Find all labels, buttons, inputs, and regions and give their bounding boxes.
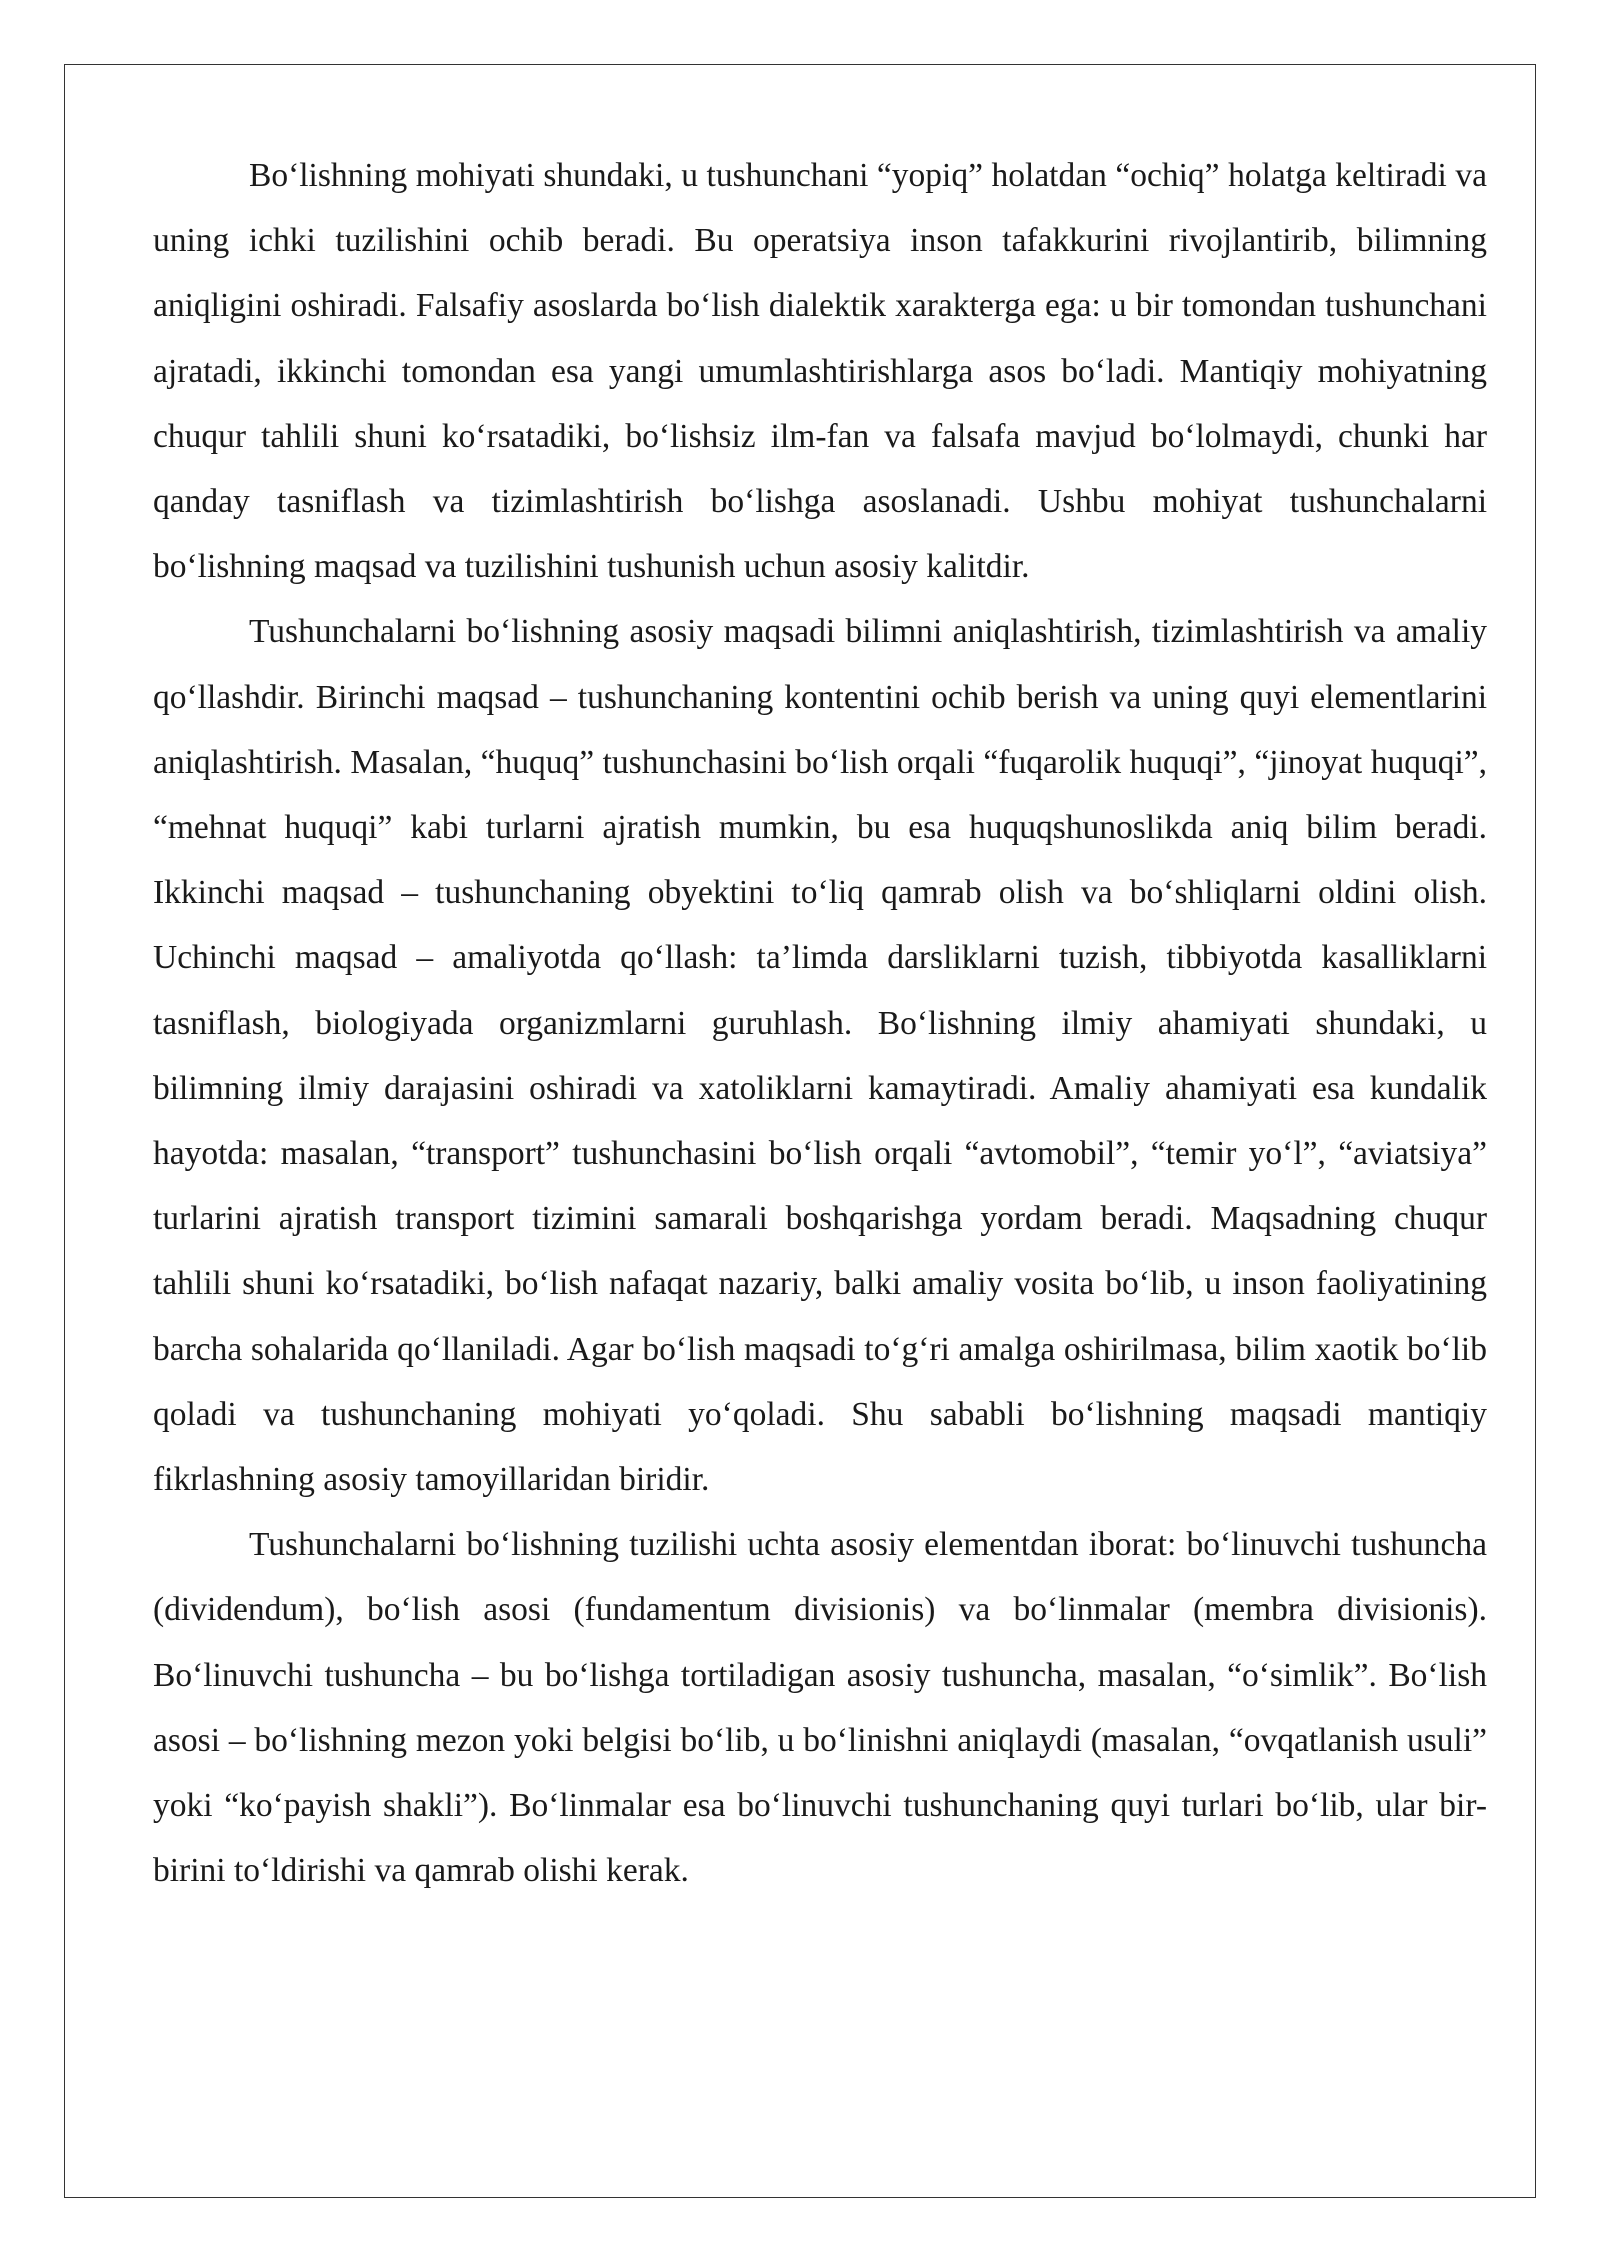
document-body bbox=[153, 143, 1487, 1903]
paragraph-structure: Tushunchalarni bo‘lishning tuzilishi uchta asosiy elementdan iborat: bo‘linuvchi tushuncha (dividendum), bo‘lish asosi (fundamentum divisionis) va bo‘linmalar (membra divisionis). Bo‘linuvchi tushuncha – bu bo‘lishga tortiladigan asosiy tushuncha, masalan, “o‘simlik”. Bo‘lish asosi – bo‘lishning mezon yoki belgisi bo‘lib, u bo‘linishni aniqlaydi (masalan, “ovqatlanish usuli” yoki “ko‘payish shakli”). Bo‘linmalar esa bo‘linuvchi tushunchaning quyi turlari bo‘lib, ular bir-birini to‘ldirishi va qamrab olishi kerak. bbox=[153, 1526, 1487, 1890]
paragraph-essence: Bo‘lishning mohiyati shundaki, u tushunchani “yopiq” holatdan “ochiq” holatga keltiradi va uning ichki tuzilishini ochib beradi. Bu operatsiya inson tafakkurini rivojlantirib, bilimning aniqligini oshiradi. Falsafiy asoslarda bo‘lish dialektik xarakterga ega: u bir tomondan tushunchani ajratadi, ikkinchi tomondan esa yangi umumlashtirishlarga asos bo‘ladi. Mantiqiy mohiyatning chuqur tahlili shuni ko‘rsatadiki, bo‘lishsiz ilm-fan va falsafa mavjud bo‘lolmaydi, chunki har qanday tasniflash va tizimlashtirish bo‘lishga asoslanadi. Ushbu mohiyat tushunchalarni bo‘lishning maqsad va tuzilishini tushunish uchun asosiy kalitdir. bbox=[153, 157, 1487, 586]
paragraph-purpose: Tushunchalarni bo‘lishning asosiy maqsadi bilimni aniqlashtirish, tizimlashtirish va amaliy qo‘llashdir. Birinchi maqsad – tushunchaning kontentini ochib berish va uning quyi elementlarini aniqlashtirish. Masalan, “huquq” tushunchasini bo‘lish orqali “fuqarolik huquqi”, “jinoyat huquqi”, “mehnat huquqi” kabi turlarni ajratish mumkin, bu esa huquqshunoslikda aniq bilim beradi. Ikkinchi maqsad – tushunchaning obyektini to‘liq qamrab olish va bo‘shliqlarni oldini olish. Uchinchi maqsad – amaliyotda qo‘llash: ta’limda darsliklarni tuzish, tibbiyotda kasalliklarni tasniflash, biologiyada organizmlarni guruhlash. Bo‘lishning ilmiy ahamiyati shundaki, u bilimning ilmiy darajasini oshiradi va xatoliklarni kamaytiradi. Amaliy ahamiyati esa kundalik hayotda: masalan, “transport” tushunchasini bo‘lish orqali “avtomobil”, “temir yo‘l”, “aviatsiya” turlarini ajratish transport tizimini samarali boshqarishga yordam beradi. Maqsadning chuqur tahlili shuni ko‘rsatadiki, bo‘lish nafaqat nazariy, balki amaliy vosita bo‘lib, u inson faoliyatining barcha sohalarida qo‘llaniladi. Agar bo‘lish maqsadi to‘g‘ri amalga oshirilmasa, bilim xaotik bo‘lib qoladi va tushunchaning mohiyati yo‘qoladi. Shu sababli bo‘lishning maqsadi mantiqiy fikrlashning asosiy tamoyillaridan biridir. bbox=[153, 613, 1487, 1499]
